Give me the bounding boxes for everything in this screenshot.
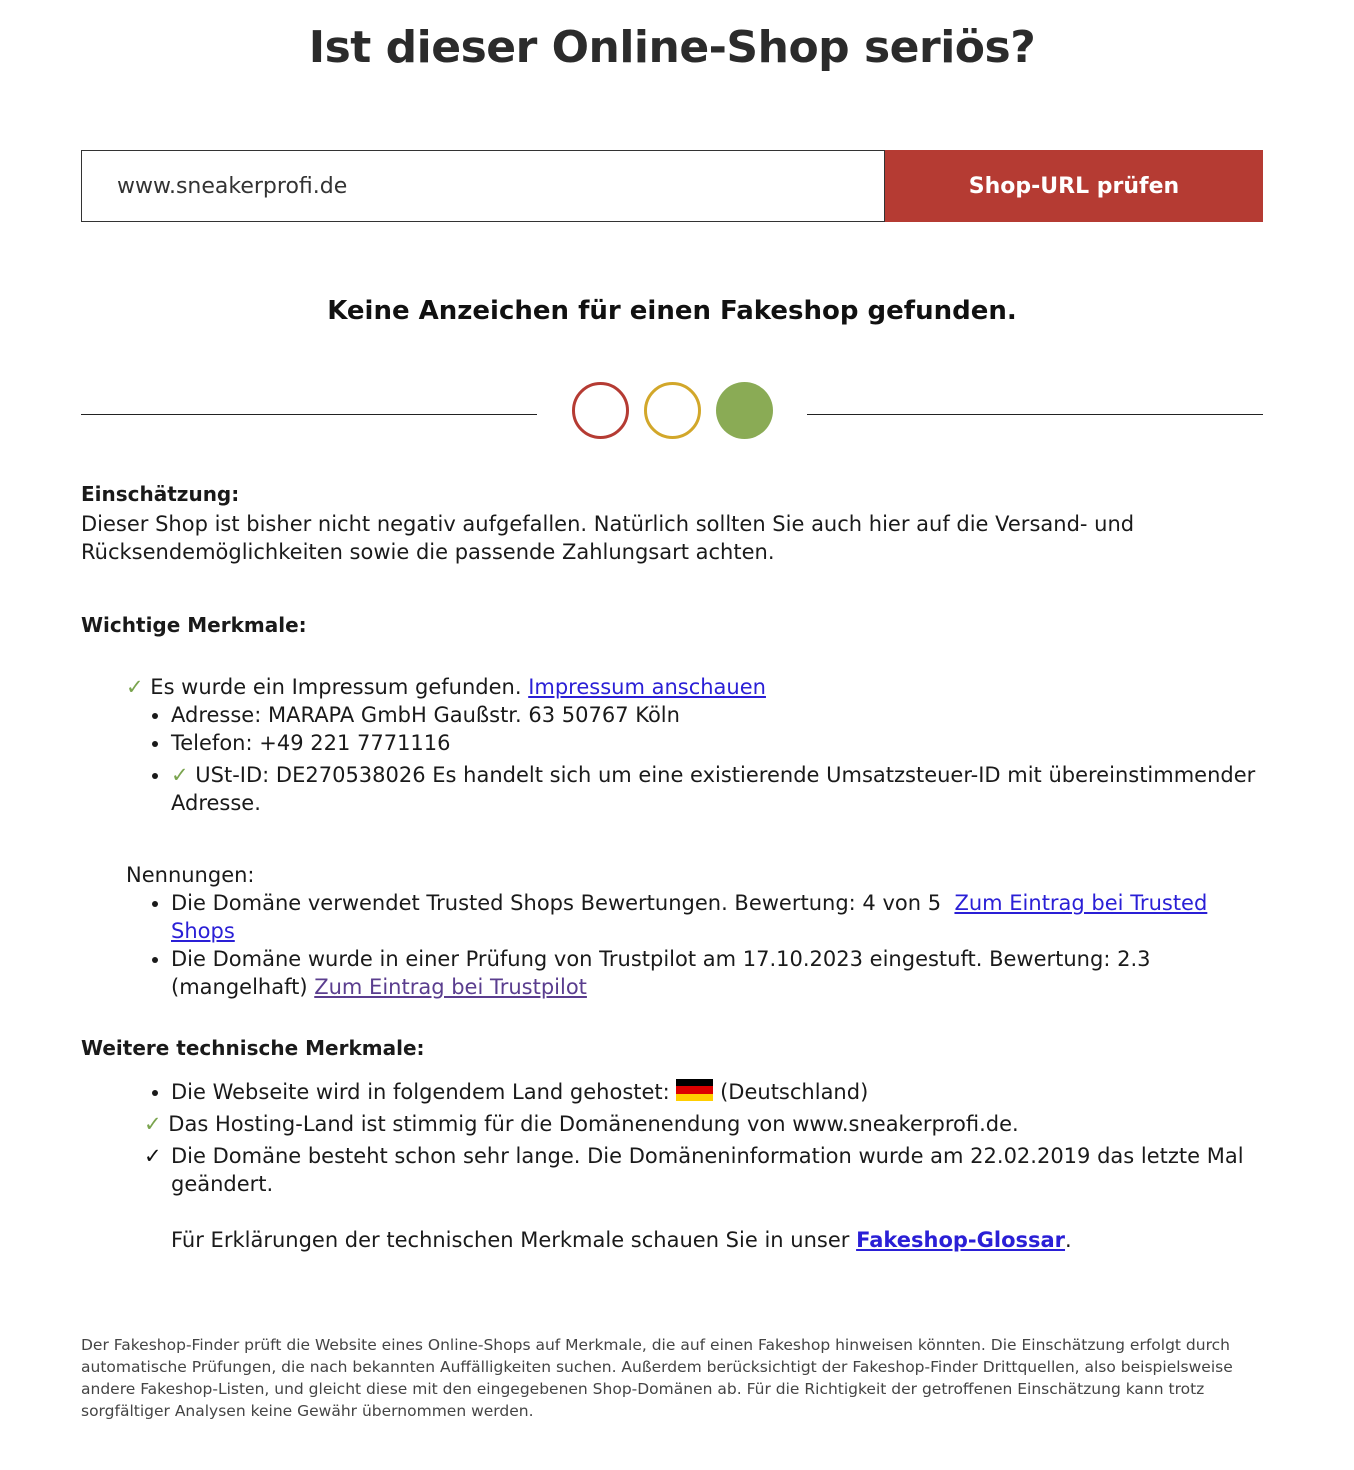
check-url-button[interactable]: Shop-URL prüfen — [885, 150, 1263, 222]
result-details — [81, 480, 1271, 1254]
disclaimer-text: Der Fakeshop-Finder prüft die Website eines Online-Shops auf Merkmale, die auf einen Fakeshop hinweisen könnten. Die Einschätzung erfolgt durch automatische Prüfungen, die nach bekannten Auffälligkeiten suchen. Außerdem berücksichtigt der Fakeshop-Finder Drittquellen, also beispielsweise andere Fakeshop-Listen, und gleicht diese mit den eingegebenen Shop-Domänen ab. Für die Richtigkeit der getroffenen Einschätzung kann trotz sorgfältiger Analysen keine Gewähr übernommen werden. — [81, 1336, 1233, 1420]
traffic-light-red — [572, 382, 629, 439]
result-headline: Keine Anzeichen für einen Fakeshop gefunden. — [327, 296, 1017, 326]
mentions-list — [81, 889, 1271, 1001]
domain-age-text: Die Domäne besteht schon sehr lange. Die Domäneninformation wurde am 22.02.2019 das letzte Mal geändert. — [171, 1144, 1244, 1196]
impressum-link[interactable]: Impressum anschauen — [528, 675, 766, 699]
traffic-light-yellow — [644, 382, 701, 439]
phone-text: Telefon: +49 221 7771116 — [171, 731, 451, 755]
address-text: Adresse: MARAPA GmbH Gaußstr. 63 50767 Köln — [171, 703, 680, 727]
impressum-text: Es wurde ein Impressum gefunden. — [150, 675, 522, 699]
assessment-label: Einschätzung: — [81, 482, 240, 506]
divider-right — [807, 414, 1263, 415]
list-item — [171, 729, 1271, 757]
germany-flag-icon — [676, 1079, 713, 1101]
check-icon: ✓ — [171, 763, 189, 787]
flag-stripe — [676, 1079, 713, 1086]
shop-url-input[interactable] — [81, 150, 885, 222]
check-icon: ✓ — [144, 1144, 162, 1168]
list-item — [171, 761, 1271, 817]
divider-left — [81, 414, 537, 415]
url-check-form — [81, 150, 1263, 222]
trustpilot-text: Die Domäne wurde in einer Prüfung von Trustpilot am 17.10.2023 eingestuft. Bewertung: 2.3 (mangelhaft) — [171, 947, 1151, 999]
trustpilot-link[interactable]: Zum Eintrag bei Trustpilot — [314, 975, 587, 999]
trusted-shops-text: Die Domäne verwendet Trusted Shops Bewertungen. Bewertung: 4 von 5 — [171, 891, 942, 915]
hosting-match-row — [81, 1110, 1271, 1138]
list-item — [171, 889, 1271, 945]
list-item — [171, 1078, 1271, 1106]
glossary-link[interactable]: Fakeshop-Glossar — [856, 1228, 1066, 1252]
hosting-match-text: Das Hosting-Land ist stimmig für die Domänenendung von www.sneakerprofi.de. — [168, 1112, 1019, 1136]
assessment-text: Dieser Shop ist bisher nicht negativ aufgefallen. Natürlich sollten Sie auch hier auf die Versand- und Rücksendemöglichkeiten sowie die passende Zahlungsart achten. — [81, 512, 1135, 564]
flag-stripe — [676, 1094, 713, 1101]
check-icon: ✓ — [144, 1112, 162, 1136]
glossary-suffix: . — [1065, 1228, 1072, 1252]
technical-list — [81, 1078, 1271, 1106]
mentions-label: Nennungen: — [126, 863, 255, 887]
impressum-details-list — [81, 701, 1271, 817]
trusted-shops-link[interactable]: Zum Eintrag bei Trusted Shops — [171, 891, 1208, 943]
impressum-row — [81, 673, 1271, 701]
list-item — [171, 945, 1271, 1001]
technical-features-label: Weitere technische Merkmale: — [81, 1036, 425, 1060]
hosting-country: (Deutschland) — [720, 1080, 869, 1104]
glossary-text: Für Erklärungen der technischen Merkmale schauen Sie in unser — [171, 1228, 850, 1252]
page-title: Ist dieser Online-Shop seriös? — [308, 22, 1036, 73]
flag-stripe — [676, 1086, 713, 1093]
hosting-text: Die Webseite wird in folgendem Land gehostet: — [171, 1080, 670, 1104]
check-icon: ✓ — [126, 675, 144, 699]
vat-text: USt-ID: DE270538026 Es handelt sich um eine existierende Umsatzsteuer-ID mit übereinstimmender Adresse. — [171, 763, 1256, 815]
traffic-light-green — [716, 382, 773, 439]
important-features-label: Wichtige Merkmale: — [81, 613, 307, 637]
list-item — [171, 701, 1271, 729]
domain-age-row — [81, 1142, 1271, 1198]
glossary-row — [81, 1226, 1271, 1254]
